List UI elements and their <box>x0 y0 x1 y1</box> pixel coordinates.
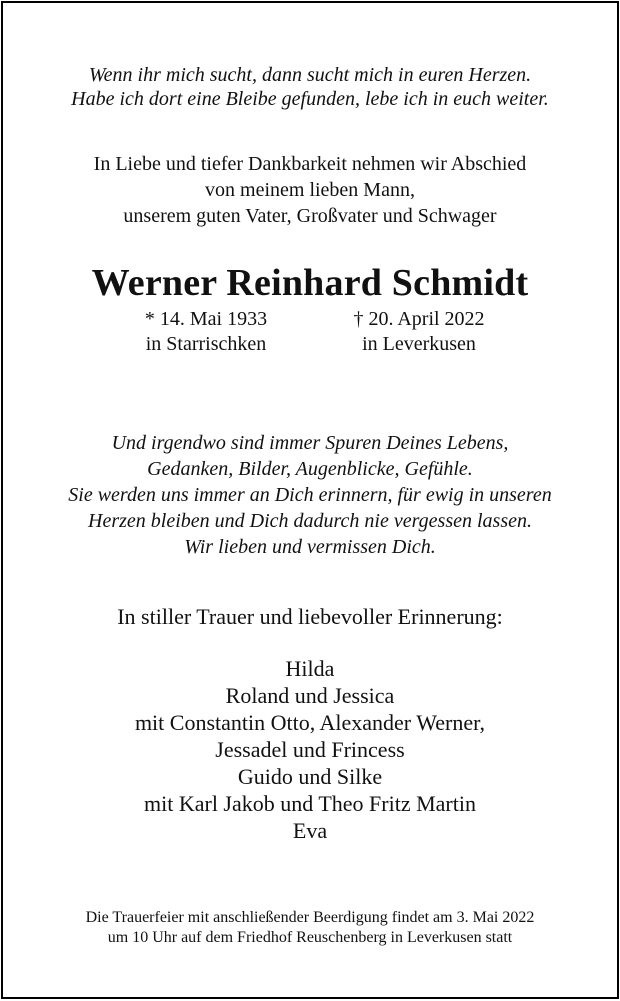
birth-info <box>106 307 306 357</box>
birth-place: in Starrischken <box>145 333 267 355</box>
family-list <box>3 655 617 844</box>
funeral-line: Die Trauerfeier mit anschließender Beerdigung findet am 3. Mai 2022 <box>85 909 535 926</box>
funeral-info <box>3 908 617 948</box>
life-dates <box>3 307 617 357</box>
family-member: Jessadel und Frincess <box>215 737 405 762</box>
funeral-line: um 10 Uhr auf dem Friedhof Reuschenberg in Leverkusen statt <box>107 929 513 946</box>
memorial-verse <box>3 430 617 560</box>
verse-line: Herzen bleiben und Dich dadurch nie vergessen lassen. <box>88 510 532 532</box>
family-member: Roland und Jessica <box>225 683 395 708</box>
mourning-line: In stiller Trauer und liebevoller Erinnerung: <box>117 604 503 629</box>
opening-verse <box>3 63 617 111</box>
verse-line: Wenn ihr mich sucht, dann sucht mich in euren Herzen. <box>88 64 532 86</box>
verse-line: Und irgendwo sind immer Spuren Deines Lebens, <box>111 432 509 454</box>
verse-line: Sie werden uns immer an Dich erinnern, für ewig in unseren <box>68 484 552 506</box>
verse-line: Habe ich dort eine Bleibe gefunden, lebe ich in euch weiter. <box>71 88 549 110</box>
verse-line: Gedanken, Bilder, Augenblicke, Gefühle. <box>147 458 473 480</box>
death-place: in Leverkusen <box>362 333 476 355</box>
obituary-notice <box>1 1 619 999</box>
family-member: mit Karl Jakob und Theo Fritz Martin <box>144 791 476 816</box>
death-info <box>319 307 519 357</box>
deceased-name: Werner Reinhard Schmidt <box>91 262 529 304</box>
verse-line: Wir lieben und vermissen Dich. <box>184 536 436 558</box>
intro-line: In Liebe und tiefer Dankbarkeit nehmen wir Abschied <box>93 153 527 175</box>
farewell-intro <box>3 151 617 229</box>
death-date: † 20. April 2022 <box>353 308 485 330</box>
birth-date: * 14. Mai 1933 <box>144 308 268 330</box>
family-member: Guido und Silke <box>237 764 383 789</box>
intro-line: von meinem lieben Mann, <box>205 179 415 201</box>
family-member: Hilda <box>285 656 335 681</box>
intro-line: unserem guten Vater, Großvater und Schwager <box>123 205 497 227</box>
family-member: Eva <box>292 818 328 843</box>
family-member: mit Constantin Otto, Alexander Werner, <box>134 710 486 735</box>
